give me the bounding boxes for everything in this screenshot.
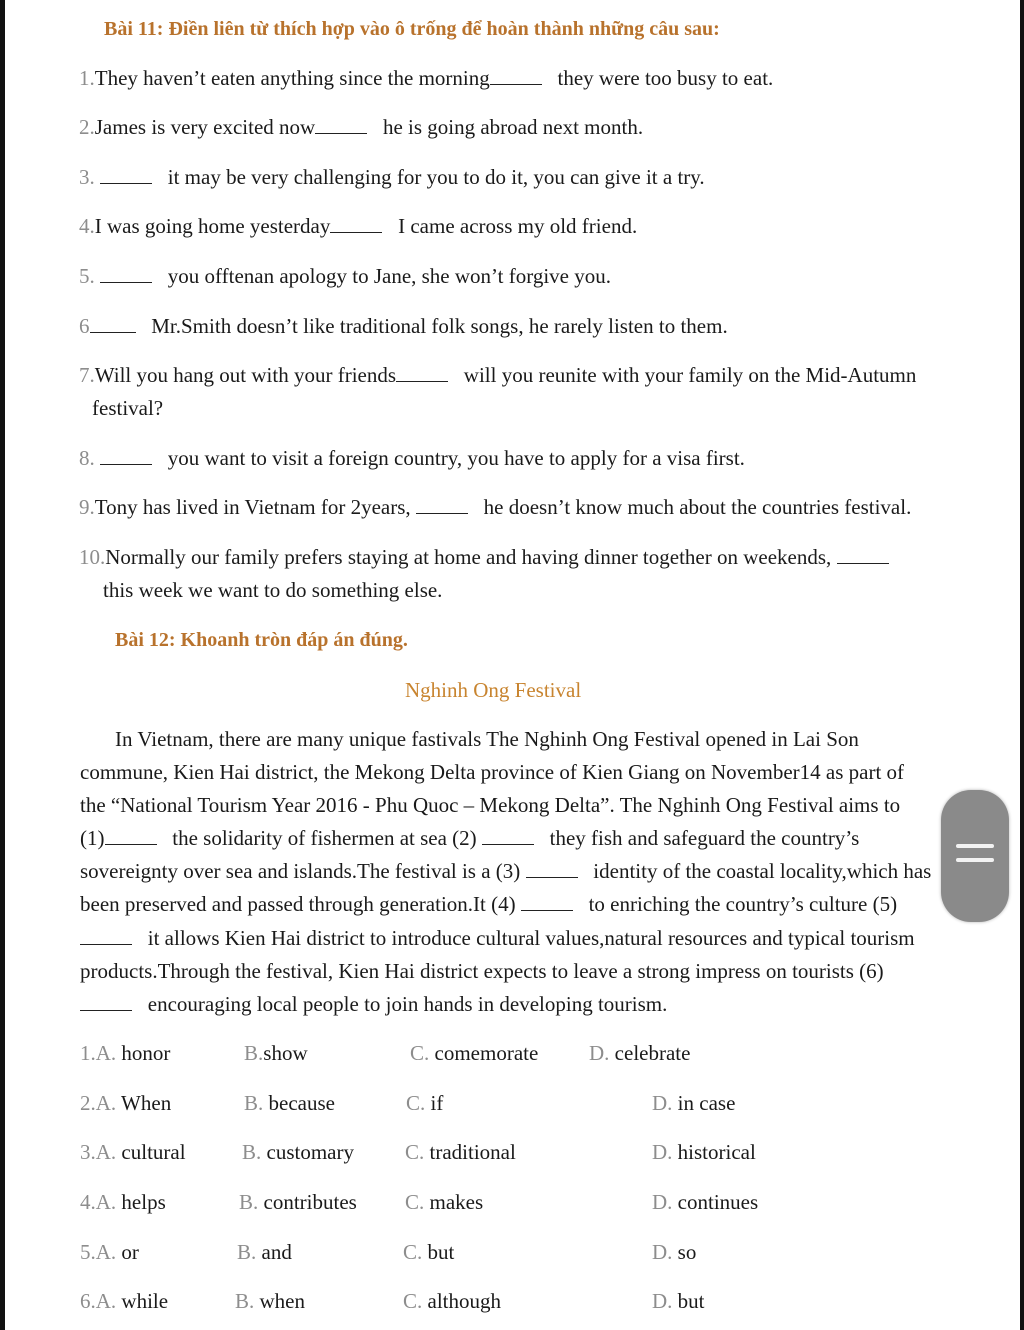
option-letter: C. — [403, 1240, 423, 1264]
option-b[interactable] — [242, 1140, 354, 1165]
question-text: They haven’t eaten anything since the morning — [94, 66, 490, 90]
option-c[interactable] — [403, 1240, 454, 1265]
option-text: if — [430, 1091, 444, 1115]
question-number: 2. — [79, 115, 95, 139]
right-frame-edge — [1020, 0, 1024, 1330]
passage-text: identity of the coastal locality,which has — [593, 859, 932, 883]
answer-blank — [482, 827, 534, 845]
option-letter: B. — [235, 1289, 255, 1313]
passage-text: to enriching the country’s culture (5) — [588, 892, 898, 916]
exercise-11-heading: Bài 11: Điền liên từ thích hợp vào ô trống để hoàn thành những câu sau: — [104, 18, 720, 40]
option-a[interactable]: helps — [121, 1190, 166, 1214]
question-text: Mr.Smith doesn’t like traditional folk songs, he rarely listen to them. — [151, 314, 728, 338]
option-letter: B. — [244, 1091, 264, 1115]
question-number: 7. — [79, 363, 95, 387]
answer-blank — [521, 893, 573, 911]
question-3 — [79, 165, 705, 190]
question-6 — [79, 314, 728, 339]
option-d[interactable] — [652, 1140, 756, 1165]
option-text: so — [677, 1240, 697, 1264]
option-label: 6.A. — [80, 1289, 117, 1313]
option-c[interactable] — [405, 1190, 483, 1215]
question-text: he is going abroad next month. — [382, 115, 644, 139]
option-text: in case — [677, 1091, 736, 1115]
option-text: comemorate — [434, 1041, 539, 1065]
option-b[interactable] — [235, 1289, 305, 1314]
option-b[interactable] — [244, 1041, 308, 1066]
answer-blank — [416, 496, 468, 514]
answer-blank — [330, 215, 382, 233]
option-letter: D. — [652, 1240, 673, 1264]
question-7-continued: festival? — [92, 396, 164, 420]
option-label: 3.A. — [80, 1140, 117, 1164]
option-letter: B. — [239, 1190, 259, 1214]
answer-blank — [90, 315, 136, 333]
question-text: I was going home yesterday — [94, 214, 331, 238]
passage-title: Nghinh Ong Festival — [405, 678, 582, 702]
passage-line — [80, 859, 931, 884]
option-letter: B. — [237, 1240, 257, 1264]
question-number: 3. — [79, 165, 95, 189]
option-c[interactable] — [406, 1091, 443, 1116]
question-number: 4. — [79, 214, 95, 238]
option-a[interactable]: or — [121, 1240, 139, 1264]
options-row-6 — [80, 1289, 168, 1314]
passage-line: the “National Tourism Year 2016 - Phu Quoc – Mekong Delta”. The Nghinh Ong Festival aims to — [80, 793, 901, 817]
question-text: Tony has lived in Vietnam for 2years, — [94, 495, 411, 519]
question-text: Will you hang out with your friends — [94, 363, 397, 387]
passage-text: sovereignty over sea and islands.The festival is a (3) — [80, 859, 521, 883]
option-letter: C. — [405, 1190, 425, 1214]
question-text: he doesn’t know much about the countries festival. — [483, 495, 912, 519]
option-letter: D. — [652, 1140, 673, 1164]
option-letter: B. — [242, 1140, 262, 1164]
option-c[interactable] — [405, 1140, 516, 1165]
question-7 — [79, 363, 916, 388]
answer-blank — [100, 166, 152, 184]
options-row-2 — [80, 1091, 171, 1116]
option-letter: D. — [652, 1190, 673, 1214]
passage-text: they fish and safeguard the country’s — [549, 826, 860, 850]
option-text: because — [268, 1091, 335, 1115]
question-10-continued: this week we want to do something else. — [103, 578, 443, 602]
passage-line — [80, 992, 667, 1017]
option-letter: D. — [589, 1041, 610, 1065]
answer-blank — [837, 546, 889, 564]
option-d[interactable] — [589, 1041, 690, 1066]
passage-line — [80, 892, 897, 917]
answer-blank — [526, 860, 578, 878]
option-letter: C. — [406, 1091, 426, 1115]
option-letter: C. — [405, 1140, 425, 1164]
option-b[interactable] — [239, 1190, 357, 1215]
option-letter: D. — [652, 1091, 673, 1115]
option-text: makes — [429, 1190, 484, 1214]
passage-line: In Vietnam, there are many unique fastivals The Nghinh Ong Festival opened in Lai Son — [115, 727, 859, 751]
option-text: but — [427, 1240, 455, 1264]
option-b[interactable] — [244, 1091, 335, 1116]
passage-text: been preserved and passed through generation.It (4) — [80, 892, 516, 916]
option-letter: B. — [244, 1041, 264, 1065]
question-number: 6 — [79, 314, 90, 338]
option-letter: D. — [652, 1289, 673, 1313]
question-text: James is very excited now — [94, 115, 316, 139]
passage-text: it allows Kien Hai district to introduce cultural values,natural resources and typical tourism — [147, 926, 915, 950]
question-8 — [79, 446, 745, 471]
option-a[interactable]: cultural — [121, 1140, 186, 1164]
passage-text: encouraging local people to join hands in developing tourism. — [147, 992, 668, 1016]
left-frame-edge — [0, 0, 5, 1330]
options-row-4 — [80, 1190, 166, 1215]
scroll-handle[interactable] — [941, 790, 1009, 922]
answer-blank — [80, 927, 132, 945]
question-text: Normally our family prefers staying at home and having dinner together on weekends, — [105, 545, 832, 569]
option-text: show — [263, 1041, 308, 1065]
option-a[interactable]: honor — [121, 1041, 171, 1065]
option-text: customary — [266, 1140, 354, 1164]
option-text: although — [427, 1289, 502, 1313]
options-row-3 — [80, 1140, 186, 1165]
option-label: 5.A. — [80, 1240, 117, 1264]
question-text: will you reunite with your family on the Mid-Autumn — [463, 363, 917, 387]
passage-text: (1) — [80, 826, 105, 850]
option-d[interactable] — [652, 1190, 758, 1215]
question-text: I came across my old friend. — [398, 214, 638, 238]
answer-blank — [100, 447, 152, 465]
question-text: you offtenan apology to Jane, she won’t forgive you. — [167, 264, 612, 288]
options-row-5 — [80, 1240, 139, 1265]
answer-blank — [105, 827, 157, 845]
option-text: but — [677, 1289, 705, 1313]
passage-line: products.Through the festival, Kien Hai district expects to leave a strong impress on tourists (6) — [80, 959, 884, 983]
option-c[interactable] — [410, 1041, 538, 1066]
question-10 — [79, 545, 889, 570]
passage-line: commune, Kien Hai district, the Mekong Delta province of Kien Giang on November14 as part of — [80, 760, 905, 784]
answer-blank — [315, 116, 367, 134]
option-c[interactable] — [403, 1289, 501, 1314]
option-a[interactable]: When — [121, 1091, 172, 1115]
question-text: you want to visit a foreign country, you have to apply for a visa first. — [167, 446, 745, 470]
question-2 — [79, 115, 643, 140]
question-text: it may be very challenging for you to do it, you can give it a try. — [167, 165, 705, 189]
answer-blank — [490, 67, 542, 85]
option-a[interactable]: while — [121, 1289, 169, 1313]
passage-line — [80, 926, 915, 951]
option-text: traditional — [429, 1140, 516, 1164]
option-label: 1.A. — [80, 1041, 117, 1065]
option-text: continues — [677, 1190, 759, 1214]
passage-text: the solidarity of fishermen at sea (2) — [172, 826, 477, 850]
question-number: 8. — [79, 446, 95, 470]
option-letter: C. — [403, 1289, 423, 1313]
question-number: 1. — [79, 66, 95, 90]
option-text: when — [259, 1289, 306, 1313]
question-text: they were too busy to eat. — [557, 66, 774, 90]
question-1 — [79, 66, 773, 91]
option-b[interactable] — [237, 1240, 292, 1265]
option-text: celebrate — [614, 1041, 691, 1065]
option-text: contributes — [263, 1190, 357, 1214]
option-text: historical — [677, 1140, 756, 1164]
option-label: 4.A. — [80, 1190, 117, 1214]
question-number: 10. — [79, 545, 106, 569]
option-d[interactable] — [652, 1091, 735, 1116]
exercise-12-heading: Bài 12: Khoanh tròn đáp án đúng. — [115, 629, 408, 651]
option-text: and — [261, 1240, 292, 1264]
option-d[interactable] — [652, 1289, 705, 1314]
option-label: 2.A. — [80, 1091, 117, 1115]
question-5 — [79, 264, 611, 289]
passage-line — [80, 826, 859, 851]
option-letter: C. — [410, 1041, 430, 1065]
option-d[interactable] — [652, 1240, 696, 1265]
answer-blank — [80, 993, 132, 1011]
answer-blank — [396, 364, 448, 382]
answer-blank — [100, 265, 152, 283]
options-row-1 — [80, 1041, 170, 1066]
question-4 — [79, 214, 637, 239]
question-9 — [79, 495, 911, 520]
question-number: 9. — [79, 495, 95, 519]
question-number: 5. — [79, 264, 95, 288]
